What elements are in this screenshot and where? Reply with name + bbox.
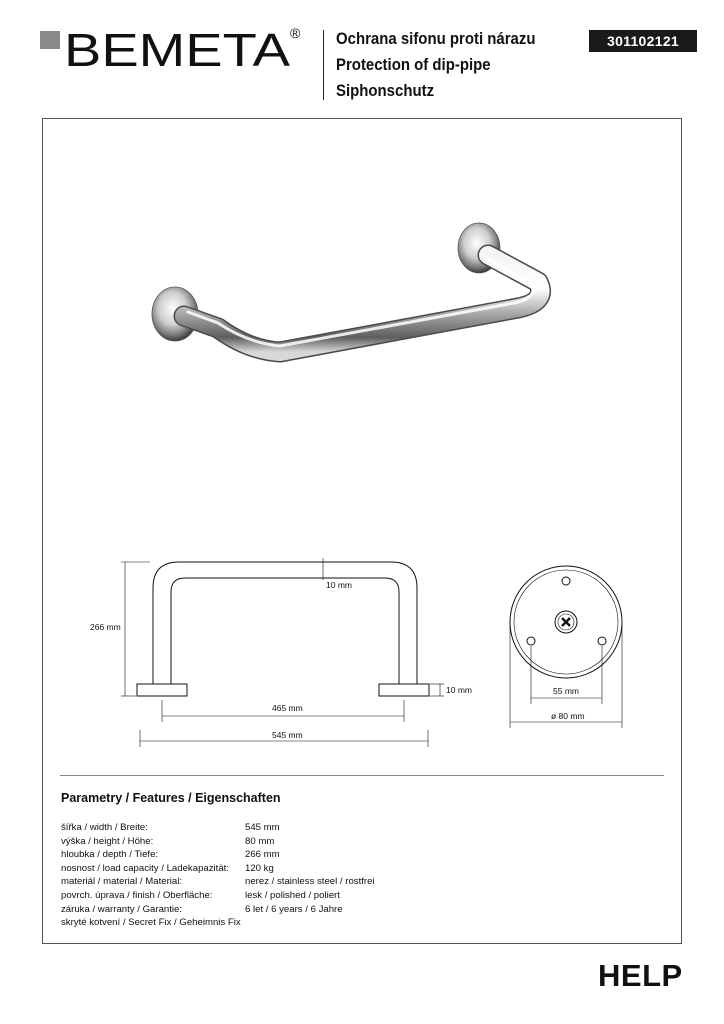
feature-row	[61, 916, 375, 930]
feature-label: povrch. úprava / finish / Oberfläche:	[61, 889, 213, 901]
right-screw-hole	[598, 637, 606, 645]
logo-wordmark: BEMETA	[64, 24, 291, 74]
feature-label: hloubka / depth / Tiefe:	[61, 849, 159, 861]
features-separator	[60, 775, 664, 776]
feature-row	[61, 835, 375, 849]
feature-label: výška / height / Höhe:	[61, 835, 154, 847]
features-list	[61, 821, 375, 930]
series-name: HELP	[598, 958, 683, 993]
feature-value: nerez / stainless steel / rostfrei	[245, 876, 375, 888]
dim-tube-label: 10 mm	[326, 580, 352, 590]
top-screw-hole	[562, 577, 570, 585]
feature-row	[61, 848, 375, 862]
feature-value: 120 kg	[245, 862, 274, 874]
feature-label: materiál / material / Material:	[61, 876, 183, 888]
product-code-badge: 301102121	[589, 30, 697, 52]
flange-view	[510, 566, 622, 678]
bar-outer-outline	[153, 562, 417, 684]
feature-row	[61, 862, 375, 876]
dim-diameter-label: ø 80 mm	[551, 711, 585, 721]
dim-base-label: 10 mm	[446, 685, 472, 695]
feature-label: nosnost / load capacity / Ladekapazität:	[61, 862, 229, 874]
title-english: Protection of dip-pipe	[336, 55, 491, 74]
feature-row	[61, 821, 375, 835]
feature-label: záruka / warranty / Garantie:	[61, 903, 183, 915]
registered-mark: ®	[290, 25, 301, 41]
feature-row	[61, 903, 375, 917]
dim-outer-width-label: 545 mm	[272, 730, 303, 740]
feature-value: 6 let / 6 years / 6 Jahre	[245, 903, 343, 915]
bar-inner-outline	[171, 578, 399, 684]
right-base-plate	[379, 684, 429, 696]
dim-height-label: 266 mm	[90, 622, 121, 632]
dim-hole-spacing-label: 55 mm	[553, 686, 579, 696]
title-german: Siphonschutz	[336, 81, 435, 100]
left-screw-hole	[527, 637, 535, 645]
feature-value: 545 mm	[245, 822, 280, 833]
feature-value: lesk / polished / poliert	[245, 889, 340, 901]
feature-value: 266 mm	[245, 849, 280, 861]
title-czech: Ochrana sifonu proti nárazu	[336, 29, 536, 48]
front-view	[137, 562, 429, 696]
feature-label: šířka / width / Breite:	[61, 822, 148, 833]
features-title: Parametry / Features / Eigenschaften	[61, 791, 281, 805]
center-cross-icon	[562, 618, 570, 626]
left-base-plate	[137, 684, 187, 696]
dim-inner-width-label: 465 mm	[272, 703, 303, 713]
feature-label: skryté kotvení / Secret Fix / Geheimnis Fix	[61, 917, 241, 929]
feature-row	[61, 889, 375, 903]
feature-row	[61, 875, 375, 889]
feature-value: 80 mm	[245, 835, 275, 847]
dimension-lines	[121, 558, 444, 747]
